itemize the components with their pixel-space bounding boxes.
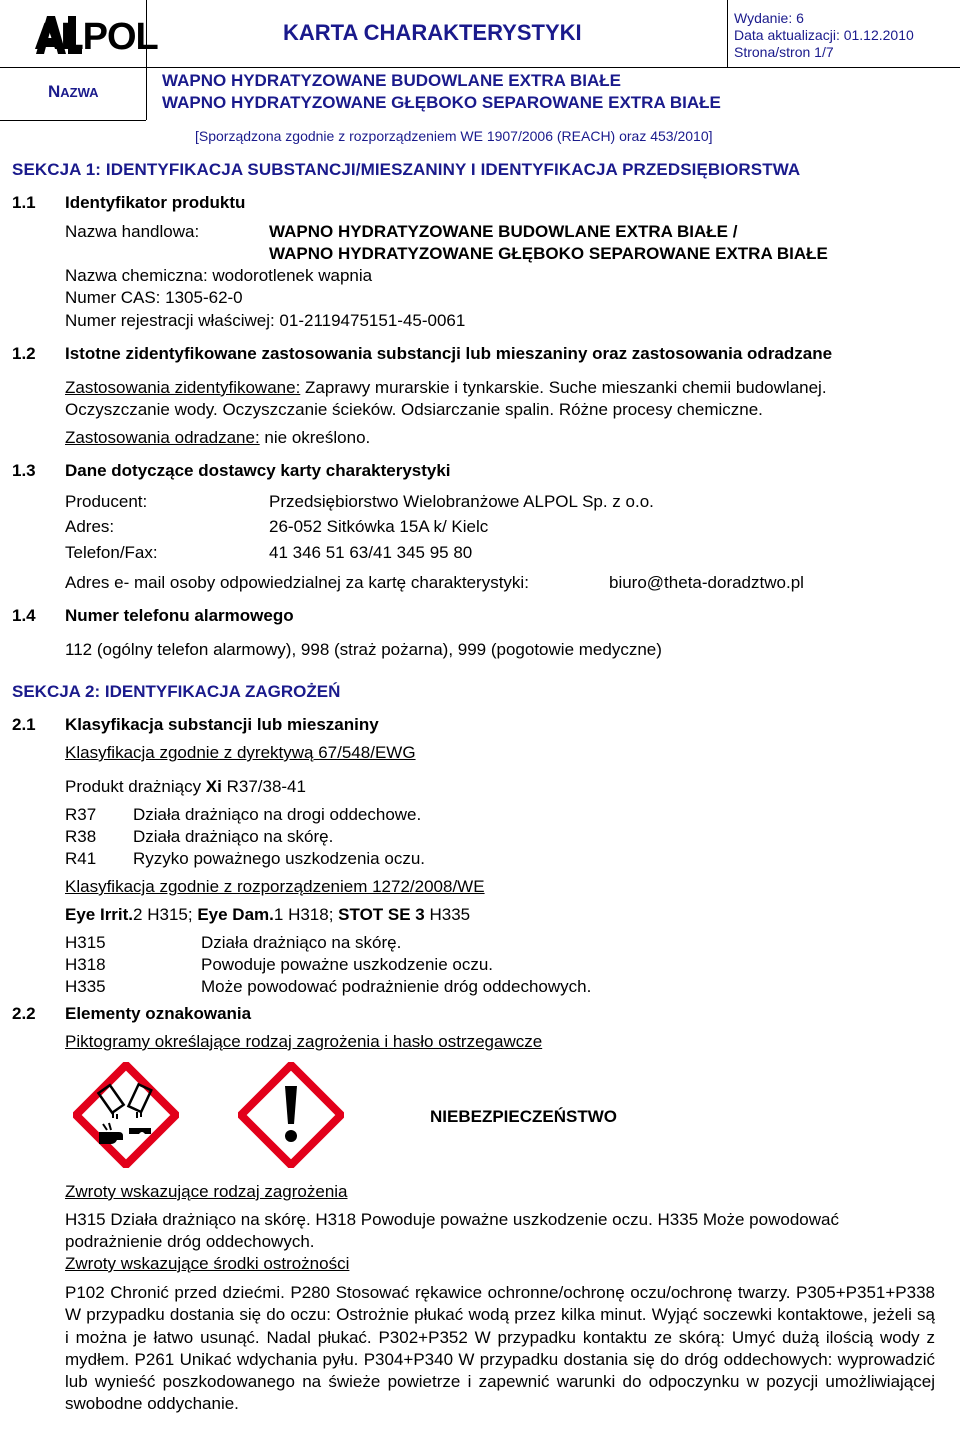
phone-value: 41 346 51 63/41 345 95 80 [269,543,473,562]
product-name-line-1: WAPNO HYDRATYZOWANE BUDOWLANE EXTRA BIAŁE [162,71,621,90]
subsection-1-4-number: 1.4 [12,606,36,625]
subsection-1-4-title: Numer telefonu alarmowego [65,606,294,625]
emergency-phone-text: 112 (ogólny telefon alarmowy), 998 (straż pożarna), 999 (pogotowie medyczne) [65,640,662,659]
address-label: Adres: [65,517,115,536]
phone-label: Telefon/Fax: [65,543,158,562]
email-value[interactable]: biuro@theta-doradztwo.pl [609,573,804,592]
corrosion-pictogram-icon [73,1062,179,1168]
advised-against-text: nie określono. [259,428,371,447]
r-phrase-text: Ryzyko poważnego uszkodzenia oczu. [133,849,425,868]
r-phrase-code: R38 [65,827,97,846]
subsection-2-2-title: Elementy oznakowania [65,1004,252,1023]
regulation-note: [Sporządzona zgodnie z rozporządzeniem WE 1907/2006 (REACH) oraz 453/2010] [195,128,713,144]
r-phrase-code: R41 [65,849,97,868]
directive-heading: Klasyfikacja zgodnie z dyrektywą 67/548/EWG [65,743,416,762]
name-label: NAZWA [48,82,99,101]
subsection-1-3-title: Dane dotyczące dostawcy karty charakterystyki [65,461,451,480]
product-name-line-2: WAPNO HYDRATYZOWANE GŁĘBOKO SEPAROWANE EXTRA BIAŁE [162,93,721,112]
subsection-1-1-title: Identyfikator produktu [65,193,246,212]
subsection-2-1-title: Klasyfikacja substancji lub mieszaniny [65,715,379,734]
h-phrase-text: Powoduje poważne uszkodzenie oczu. [201,955,494,974]
signal-word: NIEBEZPIECZEŃSTWO [430,1107,618,1126]
clp-part: Eye Dam. [197,905,274,924]
h-phrase-text: Może powodować podrażnienie dróg oddechowych. [201,977,592,996]
clp-part: 1 [273,905,284,924]
trade-name-line-1: WAPNO HYDRATYZOWANE BUDOWLANE EXTRA BIAŁE / [269,222,738,241]
subsection-1-1-number: 1.1 [12,193,36,212]
pictogram-heading: Piktogramy określające rodzaj zagrożenia i hasło ostrzegawcze [65,1032,543,1051]
identified-uses-text: Zaprawy murarskie i tynkarskie. Suche mieszanki chemii budowlanej. [300,378,827,397]
document-title: KARTA CHARAKTERYSTYKI [283,20,582,45]
classification-prefix: Produkt drażniący [65,777,206,796]
clp-part: H315; [142,905,198,924]
r-phrase-text: Działa drażniąco na drogi oddechowe. [133,805,422,824]
subsection-1-3-number: 1.3 [12,461,36,480]
hazard-statements-heading: Zwroty wskazujące rodzaj zagrożenia [65,1182,348,1201]
subsection-1-2-title: Istotne zidentyfikowane zastosowania substancji lub mieszaniny oraz zastosowania odradzane [65,344,833,363]
clp-part: 2 [133,905,143,924]
producer-value: Przedsiębiorstwo Wielobranżowe ALPOL Sp. z o.o. [269,492,654,511]
h-phrase-code: H315 [65,933,106,952]
subsection-2-2-number: 2.2 [12,1004,36,1023]
section-2-title: SEKCJA 2: IDENTYFIKACJA ZAGROŻEŃ [12,682,341,701]
clp-classification [65,905,470,925]
classification-suffix: R37/38-41 [221,777,306,796]
cas-number: Numer CAS: 1305-62-0 [65,288,243,307]
email-label: Adres e- mail osoby odpowiedzialnej za kartę charakterystyki: [65,573,529,592]
advised-against-uses [65,428,370,448]
h-phrase-code: H318 [65,955,106,974]
update-date: Data aktualizacji: 01.12.2010 [734,27,914,43]
hazard-statements-line-2: podrażnienie dróg oddechowych. [65,1232,315,1251]
clp-part: H318; [283,905,339,924]
exclamation-pictogram-icon [238,1062,344,1168]
company-logo [34,12,158,58]
subsection-2-1-number: 2.1 [12,715,36,734]
classification-symbol: Xi [205,777,222,796]
identified-uses-line-2: Oczyszczanie wody. Oczyszczanie ścieków. Odsiarczanie spalin. Różne procesy chemiczne. [65,400,763,419]
hazard-statements-line-1: H315 Działa drażniąco na skórę. H318 Powoduje poważne uszkodzenie oczu. H335 Może powodować [65,1210,839,1229]
r-phrase-code: R37 [65,805,97,824]
section-1-title: SEKCJA 1: IDENTYFIKACJA SUBSTANCJI/MIESZANINY I IDENTYFIKACJA PRZEDSIĘBIORSTWA [12,160,801,179]
subsection-1-2-number: 1.2 [12,344,36,363]
identified-uses [65,378,827,398]
precautionary-statements-heading: Zwroty wskazujące środki ostrożności [65,1254,350,1273]
h-phrase-code: H335 [65,977,106,996]
identified-uses-label: Zastosowania zidentyfikowane: [65,378,301,397]
clp-part: STOT SE 3 [338,905,425,924]
advised-against-label: Zastosowania odradzane: [65,428,260,447]
r-phrase-text: Działa drażniąco na skórę. [133,827,334,846]
precautionary-statements-text: P102 Chronić przed dziećmi. P280 Stosować rękawice ochronne/ochronę oczu/ochronę twarzy. P305+P351+P338 W przypadku dostania się do oczu: Ostrożnie płukać wodą przez kilka minut. Wyjąć soczewki kontaktowe, jeżeli są i można je łatwo usunąć. Nadal płukać. P302+P352 W przypadku kontaktu ze skórą: Umyć dużą ilością wody z mydłem. P261 Unikać wdychania pyłu. P304+P340 W przypadku dostania się do dróg oddechowych: wyprowadzić lub wynieść poszkodowanego na świeże powietrze i zapewnić warunki do odpoczynku w pozycji umożliwiającej swobodne oddychanie. [65,1283,935,1414]
h-phrase-text: Działa drażniąco na skórę. [201,933,402,952]
regulation-heading: Klasyfikacja zgodnie z rozporządzeniem 1272/2008/WE [65,877,485,896]
product-classification [65,777,306,797]
trade-name-line-2: WAPNO HYDRATYZOWANE GŁĘBOKO SEPAROWANE EXTRA BIAŁE [269,244,828,263]
address-value: 26-052 Sitkówka 15A k/ Kielc [269,517,489,536]
page-counter: Strona/stron 1/7 [734,44,834,60]
trade-name-label: Nazwa handlowa: [65,222,200,241]
clp-part: Eye Irrit. [65,905,134,924]
registration-number: Numer rejestracji właściwej: 01-2119475151-45-0061 [65,311,466,330]
producer-label: Producent: [65,492,148,511]
chemical-name: Nazwa chemiczna: wodorotlenek wapnia [65,266,373,285]
clp-part: H335 [424,905,471,924]
logo-text: ALPOL [34,16,158,58]
edition-number: Wydanie: 6 [734,10,804,26]
